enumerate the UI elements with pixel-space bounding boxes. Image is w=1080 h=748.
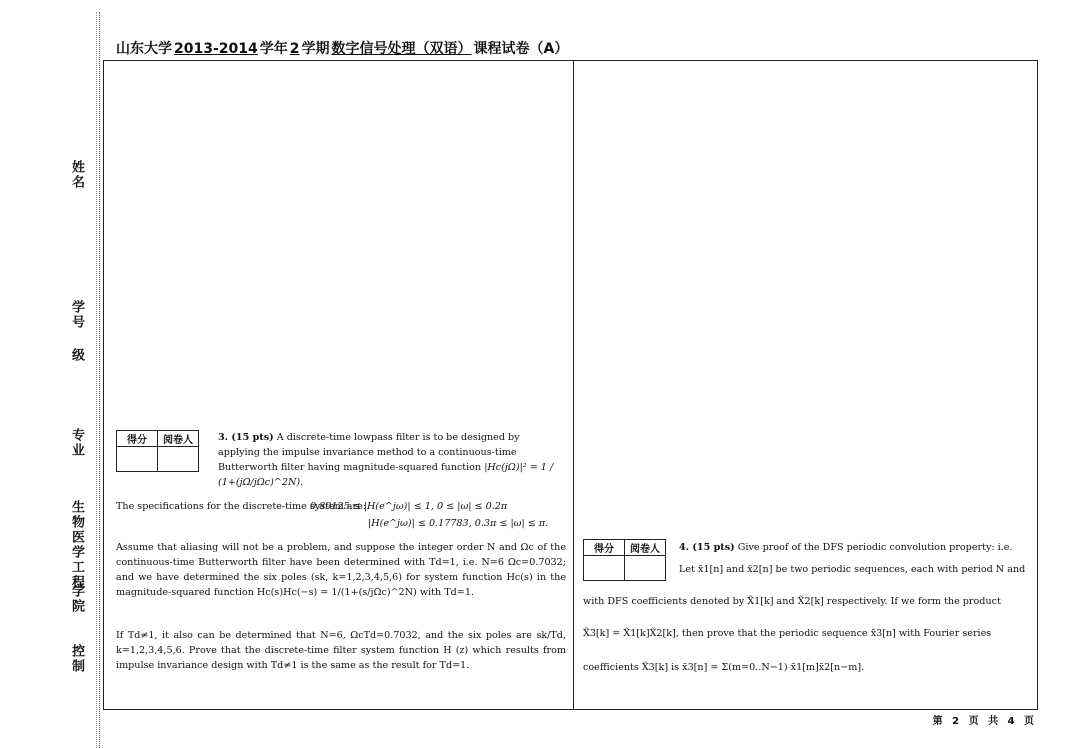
- q3-paragraph-2: Assume that aliasing will not be a problem, and suppose the integer order N and Ωc of the continuous-time Butterworth filter have been determined with Td=1, i.e. N=6 Ωc=0.7032; and we have determined the six poles (sk, k=1,2,3,4,5,6) for system function Hc(s) in the magnitude-squared function Hc(s)Hc(−s) = 1/(1+(s/jΩc)^2N) with Td=1.: [116, 542, 566, 598]
- q3-magnitude-formula: |Hc(jΩ)|² = 1 / (1+(jΩ/jΩc)^2N).: [218, 462, 554, 488]
- binding-dotted-line: [96, 12, 97, 748]
- q4-line-5: coefficients X̃3[k] is x̃3[n] = Σ(m=0..N−1) x̃1[m]x̃2[n−m].: [583, 662, 865, 673]
- exam-header: [116, 38, 568, 58]
- q4-intro-text: Give proof of the DFS periodic convolution property: i.e.: [737, 542, 1013, 553]
- university-name: 山东大学: [116, 41, 172, 57]
- score-header: 得分: [584, 540, 625, 556]
- sidebar-student-id-label: 学号: [69, 300, 84, 330]
- year-label: 学年: [259, 41, 288, 57]
- sidebar-control-label: 控制: [69, 644, 84, 674]
- q4-number: 4.: [679, 542, 690, 553]
- semester-number: 2: [289, 41, 300, 57]
- q3-intro: [218, 430, 564, 490]
- score-header: 得分: [117, 431, 158, 447]
- q4-score-box: [583, 539, 666, 581]
- academic-years: 2013-2014: [174, 41, 258, 57]
- sidebar-name-label: 姓名: [69, 160, 84, 190]
- q4-points: (15 pts): [692, 542, 735, 553]
- grader-header: 阅卷人: [158, 431, 199, 447]
- grader-cell: [625, 556, 666, 581]
- sidebar-major-value: 生物医学工程: [69, 500, 84, 590]
- q3-spec-label: The specifications for the discrete-time system are:: [116, 501, 367, 512]
- q3-spec-2: |H(e^jω)| ≤ 0.17783, 0.3π ≤ |ω| ≤ π.: [368, 518, 549, 529]
- q3-score-box: [116, 430, 199, 472]
- q4-line-3: with DFS coefficients denoted by X̃1[k] and X̃2[k] respectively. If we form the product: [583, 596, 1001, 607]
- sidebar-major-label: 专业: [69, 428, 84, 458]
- course-name: 数字信号处理（双语）: [331, 41, 472, 57]
- q3-number: 3.: [218, 432, 229, 443]
- exam-label: 课程试卷（A）: [473, 41, 569, 57]
- binding-dotted-line-inner: [99, 12, 100, 748]
- page-number: 第 2 页 共 4 页: [932, 716, 1034, 727]
- score-cell: [584, 556, 625, 581]
- grader-header: 阅卷人: [625, 540, 666, 556]
- semester-label: 学期: [301, 41, 330, 57]
- score-cell: [117, 447, 158, 472]
- exam-frame: [103, 60, 1038, 710]
- q3-intro-text: A discrete-time lowpass filter is to be designed by applying the impulse invariance method to a continuous-time Butterworth filter having magnitude-squared function: [218, 432, 520, 473]
- q3-spec-1: 0.89125 ≤ |H(e^jω)| ≤ 1, 0 ≤ |ω| ≤ 0.2π: [310, 501, 508, 512]
- sidebar-class-label: 级: [69, 348, 84, 363]
- grader-cell: [158, 447, 199, 472]
- q3-paragraph-3: If Td≠1, it also can be determined that N=6, ΩcTd=0.7032, and the six poles are sk/Td, k=1,2,3,4,5,6. Prove that the discrete-time filter system function H (z) which results from impulse invariance design with Td≠1 is the same as the result for Td=1.: [116, 630, 566, 671]
- sidebar-college-label: 学院: [69, 584, 84, 614]
- q4-line-4: X̃3[k] = X̃1[k]X̃2[k], then prove that the periodic sequence x̃3[n] with Fourier series: [583, 628, 992, 639]
- q4-line-2: Let x̃1[n] and x̃2[n] be two periodic sequences, each with period N and: [679, 564, 1026, 575]
- column-divider: [573, 60, 574, 710]
- q4-intro: [679, 540, 1029, 555]
- q3-points: (15 pts): [231, 432, 274, 443]
